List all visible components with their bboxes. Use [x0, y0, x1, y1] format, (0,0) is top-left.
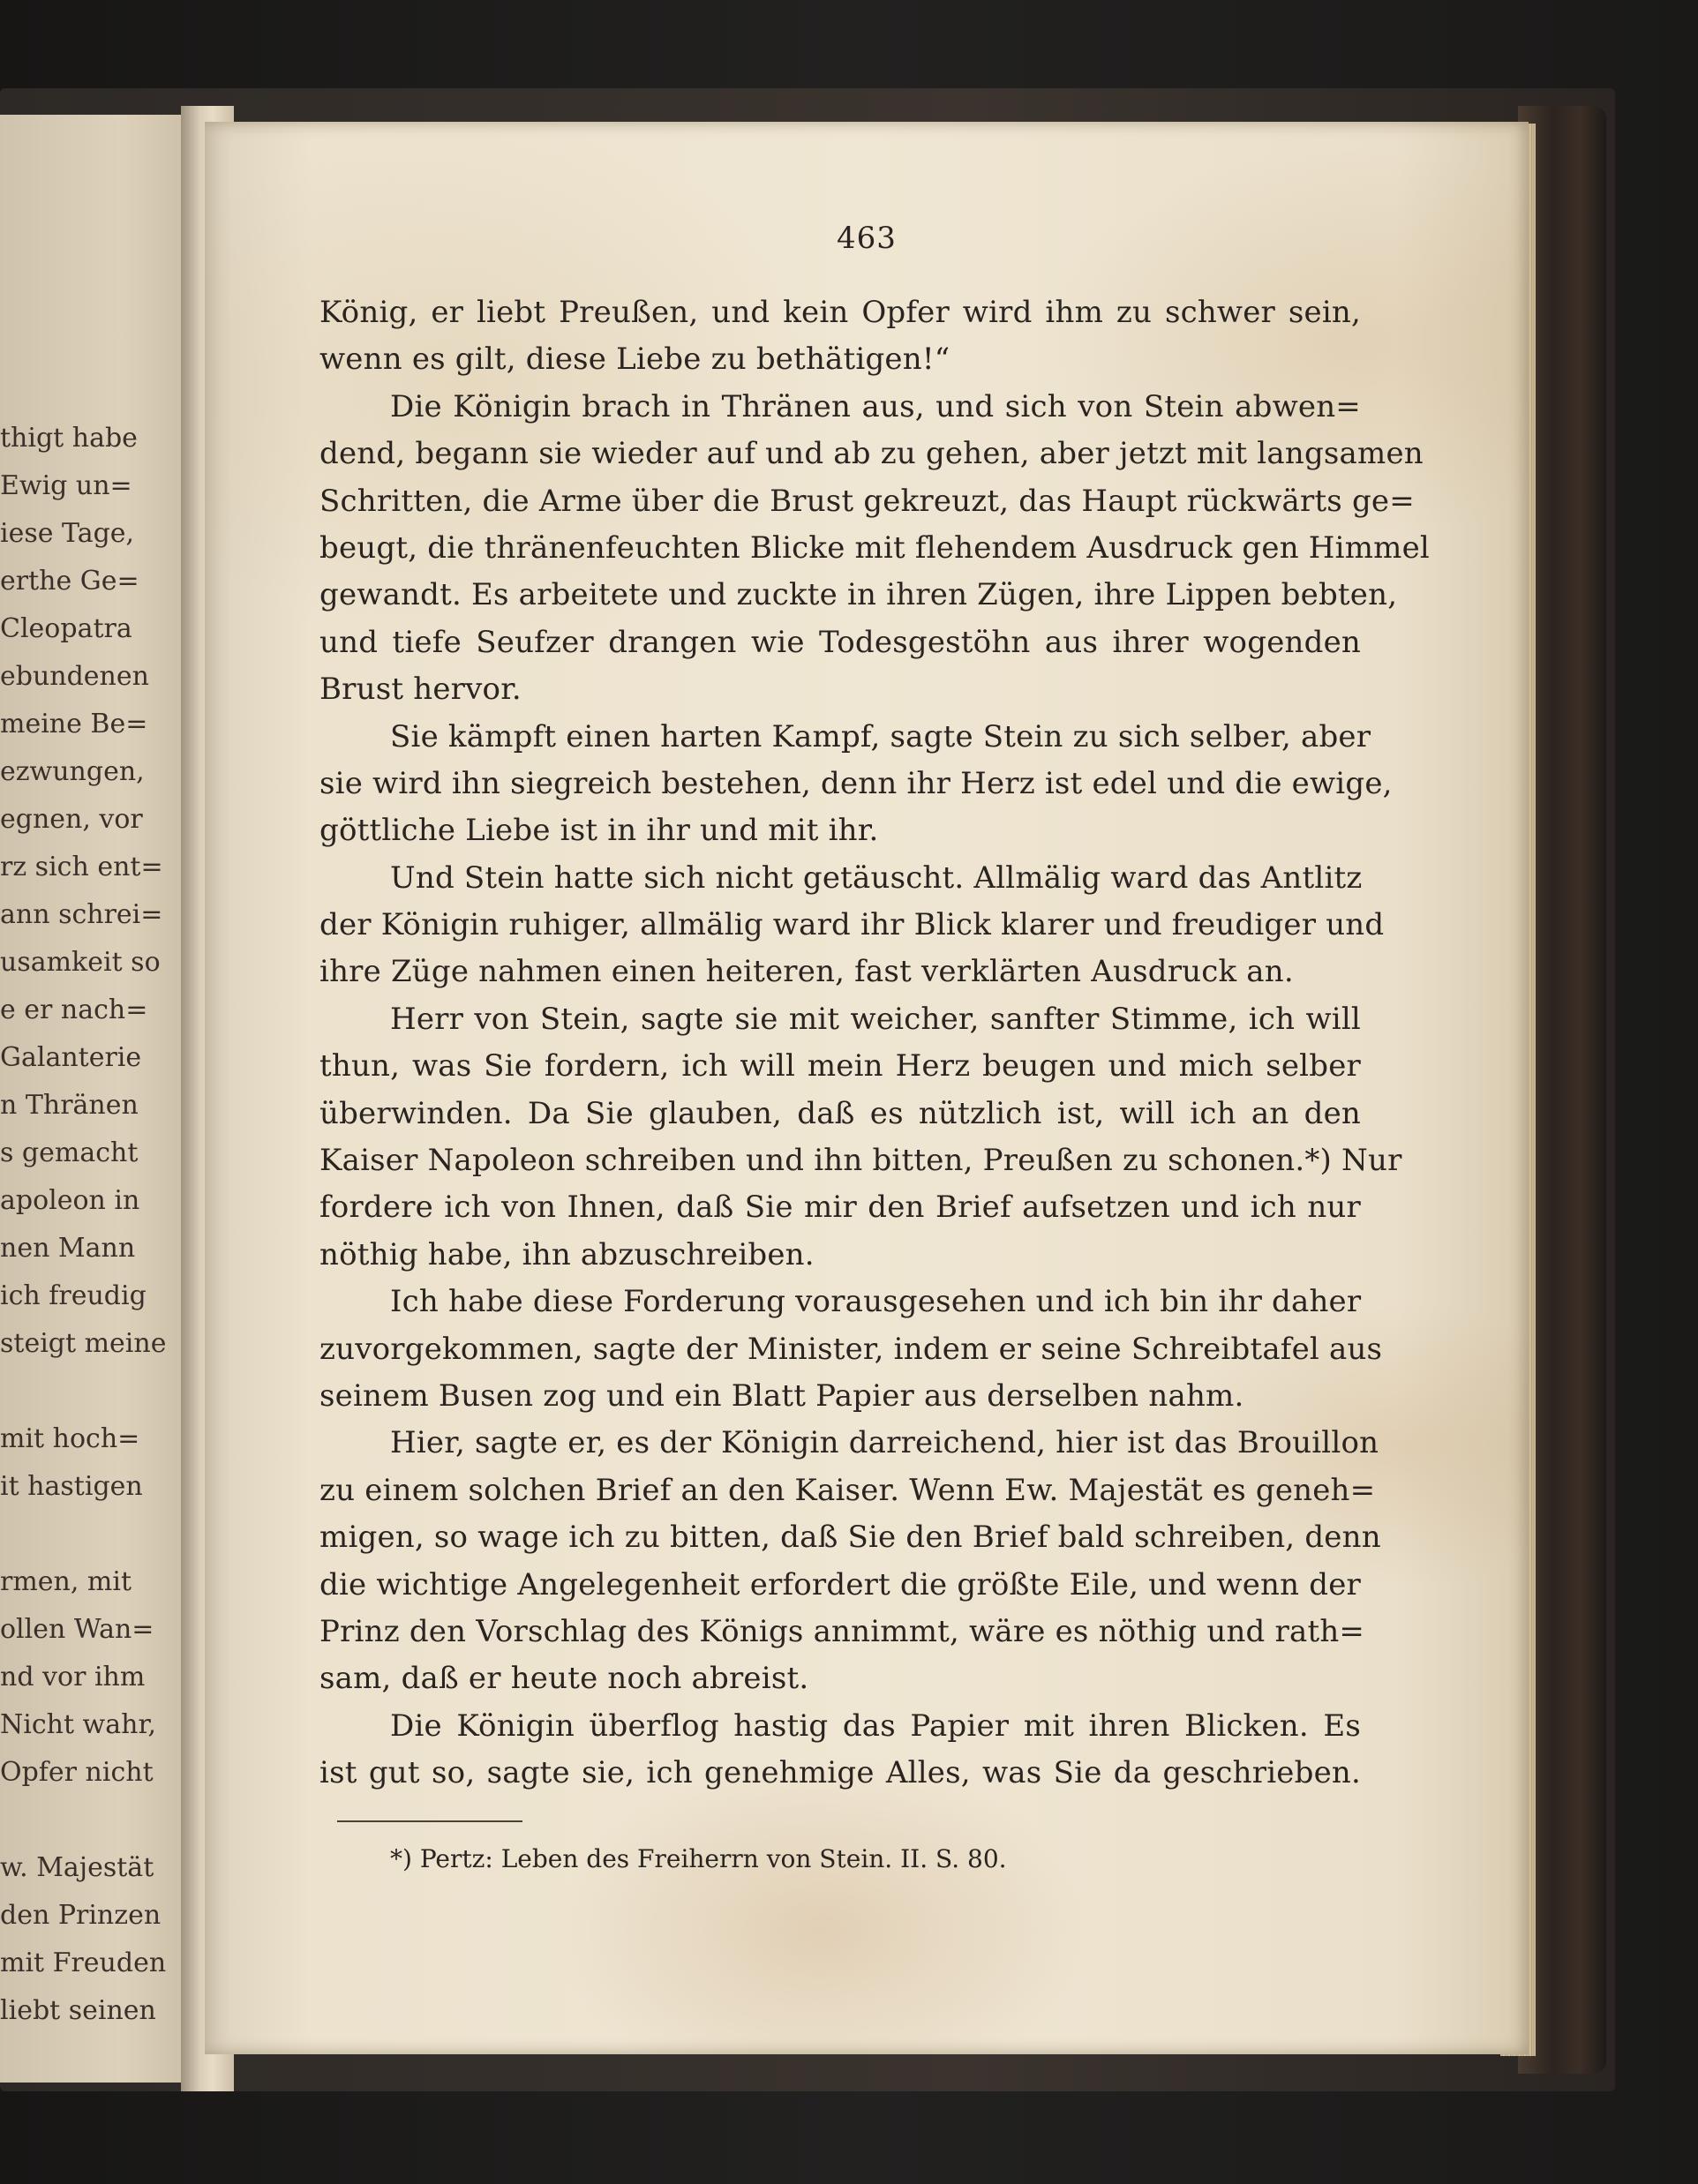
text-line: Die Königin brach in Thränen aus, und sich von Stein abwen= — [390, 388, 1361, 424]
left-page-line: n Thränen — [0, 1090, 139, 1121]
left-page-line: w. Majestät — [0, 1852, 154, 1883]
text-line: thun, was Sie fordern, ich will mein Herz beugen und mich selber — [319, 1048, 1361, 1084]
left-page-line: it hastigen — [0, 1471, 143, 1502]
text-line: migen, so wage ich zu bitten, daß Sie den Brief bald schreiben, denn — [319, 1520, 1381, 1556]
left-page-line: iese Tage, — [0, 518, 135, 549]
text-line: Schritten, die Arme über die Brust gekreuzt, das Haupt rückwärts ge= — [319, 483, 1415, 519]
left-page-line — [0, 1511, 124, 1558]
left-page-line: mit hoch= — [0, 1423, 140, 1454]
text-line: sam, daß er heute noch abreist. — [319, 1661, 809, 1697]
text-line: überwinden. Da Sie glauben, daß es nützlich ist, will ich an den — [319, 1095, 1361, 1131]
left-page-line: ollen Wan= — [0, 1614, 154, 1645]
left-page-line: mit Freuden — [0, 1948, 167, 1978]
text-line: Sie kämpft einen harten Kampf, sagte Stein zu sich selber, aber — [390, 718, 1371, 754]
left-page-line: nen Mann — [0, 1233, 136, 1264]
text-line: göttliche Liebe ist in ihr und mit ihr. — [319, 813, 879, 849]
text-line: ihre Züge nahmen einen heiteren, fast verklärten Ausdruck an. — [319, 954, 1294, 990]
text-line: Brust hervor. — [319, 672, 522, 708]
left-page-line: egnen, vor — [0, 804, 143, 835]
footnote: *) Pertz: Leben des Freiherrn von Stein. II. S. 80. — [390, 1844, 1007, 1873]
text-line: Hier, sagte er, es der Königin darreichend, hier ist das Brouillon — [390, 1425, 1379, 1461]
text-line: sie wird ihn siegreich bestehen, denn ihr Herz ist edel und die ewige, — [319, 765, 1393, 801]
left-page-line: nd vor ihm — [0, 1662, 146, 1692]
left-page-line: steigt meine — [0, 1328, 167, 1359]
text-line: Die Königin überflog hastig das Papier mit ihren Blicken. Es — [390, 1707, 1361, 1744]
right-page — [205, 122, 1529, 2054]
left-page-line: ann schrei= — [0, 899, 163, 930]
text-line: Herr von Stein, sagte sie mit weicher, sanfter Stimme, ich will — [390, 1001, 1361, 1037]
text-line: Prinz den Vorschlag des Königs annimmt, wäre es nöthig und rath= — [319, 1613, 1365, 1649]
left-page-line: usamkeit so — [0, 947, 161, 978]
left-page-line: Opfer nicht — [0, 1757, 154, 1788]
text-line: und tiefe Seufzer drangen wie Todesgestöhn aus ihrer wogenden — [319, 624, 1361, 660]
text-line: Ich habe diese Forderung vorausgesehen und ich bin ihr daher — [390, 1284, 1362, 1320]
left-page-line — [0, 1368, 124, 1415]
text-line: König, er liebt Preußen, und kein Opfer wird ihm zu schwer sein, — [319, 295, 1361, 330]
text-line: beugt, die thränenfeuchten Blicke mit flehendem Ausdruck gen Himmel — [319, 529, 1431, 566]
left-page-line: Galanterie — [0, 1042, 142, 1073]
left-page-line: Cleopatra — [0, 613, 132, 644]
left-page-line: ich freudig — [0, 1280, 147, 1311]
left-page — [0, 115, 201, 2083]
left-page-text — [0, 415, 167, 2035]
text-line: zu einem solchen Brief an den Kaiser. Wenn Ew. Majestät es geneh= — [319, 1472, 1376, 1508]
left-page-line: s gemacht — [0, 1137, 139, 1168]
left-page-line: den Prinzen — [0, 1900, 162, 1931]
text-line: zuvorgekommen, sagte der Minister, indem er seine Schreibtafel aus — [319, 1331, 1383, 1367]
left-page-line: Ewig un= — [0, 470, 132, 501]
text-line: Kaiser Napoleon schreiben und ihn bitten, Preußen zu schonen.*) Nur — [319, 1143, 1402, 1179]
text-line: der Königin ruhiger, allmälig ward ihr Blick klarer und freudiger und — [319, 907, 1385, 943]
text-line: nöthig habe, ihn abzuschreiben. — [319, 1236, 815, 1272]
text-line: die wichtige Angelegenheit erfordert die größte Eile, und wenn der — [319, 1566, 1361, 1602]
left-page-line: meine Be= — [0, 709, 148, 739]
left-page-line: apoleon in — [0, 1185, 140, 1216]
text-line: wenn es gilt, diese Liebe zu bethätigen!“ — [319, 341, 950, 378]
left-page-line: ebundenen — [0, 661, 149, 692]
page-number: 463 — [837, 221, 897, 256]
body-text — [319, 289, 1431, 1797]
left-page-line: rz sich ent= — [0, 852, 163, 882]
text-line: Und Stein hatte sich nicht getäuscht. Allmälig ward das Antlitz — [390, 859, 1363, 896]
left-page-line: liebt seinen — [0, 1995, 156, 2026]
text-line: ist gut so, sagte sie, ich genehmige Alles, was Sie da geschrieben. — [319, 1755, 1361, 1791]
left-page-line: e er nach= — [0, 994, 148, 1025]
left-page-line: Nicht wahr, — [0, 1709, 157, 1740]
text-line: seinem Busen zog und ein Blatt Papier aus derselben nahm. — [319, 1377, 1244, 1414]
text-line: dend, begann sie wieder auf und ab zu gehen, aber jetzt mit langsamen — [319, 436, 1424, 472]
text-line: fordere ich von Ihnen, daß Sie mir den Brief aufsetzen und ich nur — [319, 1190, 1361, 1226]
text-line: gewandt. Es arbeitete und zuckte in ihren Zügen, ihre Lippen bebten, — [319, 577, 1398, 613]
footnote-rule — [337, 1820, 522, 1822]
left-page-line: thigt habe — [0, 423, 138, 454]
left-page-line — [0, 1797, 124, 1844]
left-page-line: rmen, mit — [0, 1566, 132, 1597]
left-page-line: ezwungen, — [0, 756, 145, 787]
left-page-line: erthe Ge= — [0, 566, 139, 597]
